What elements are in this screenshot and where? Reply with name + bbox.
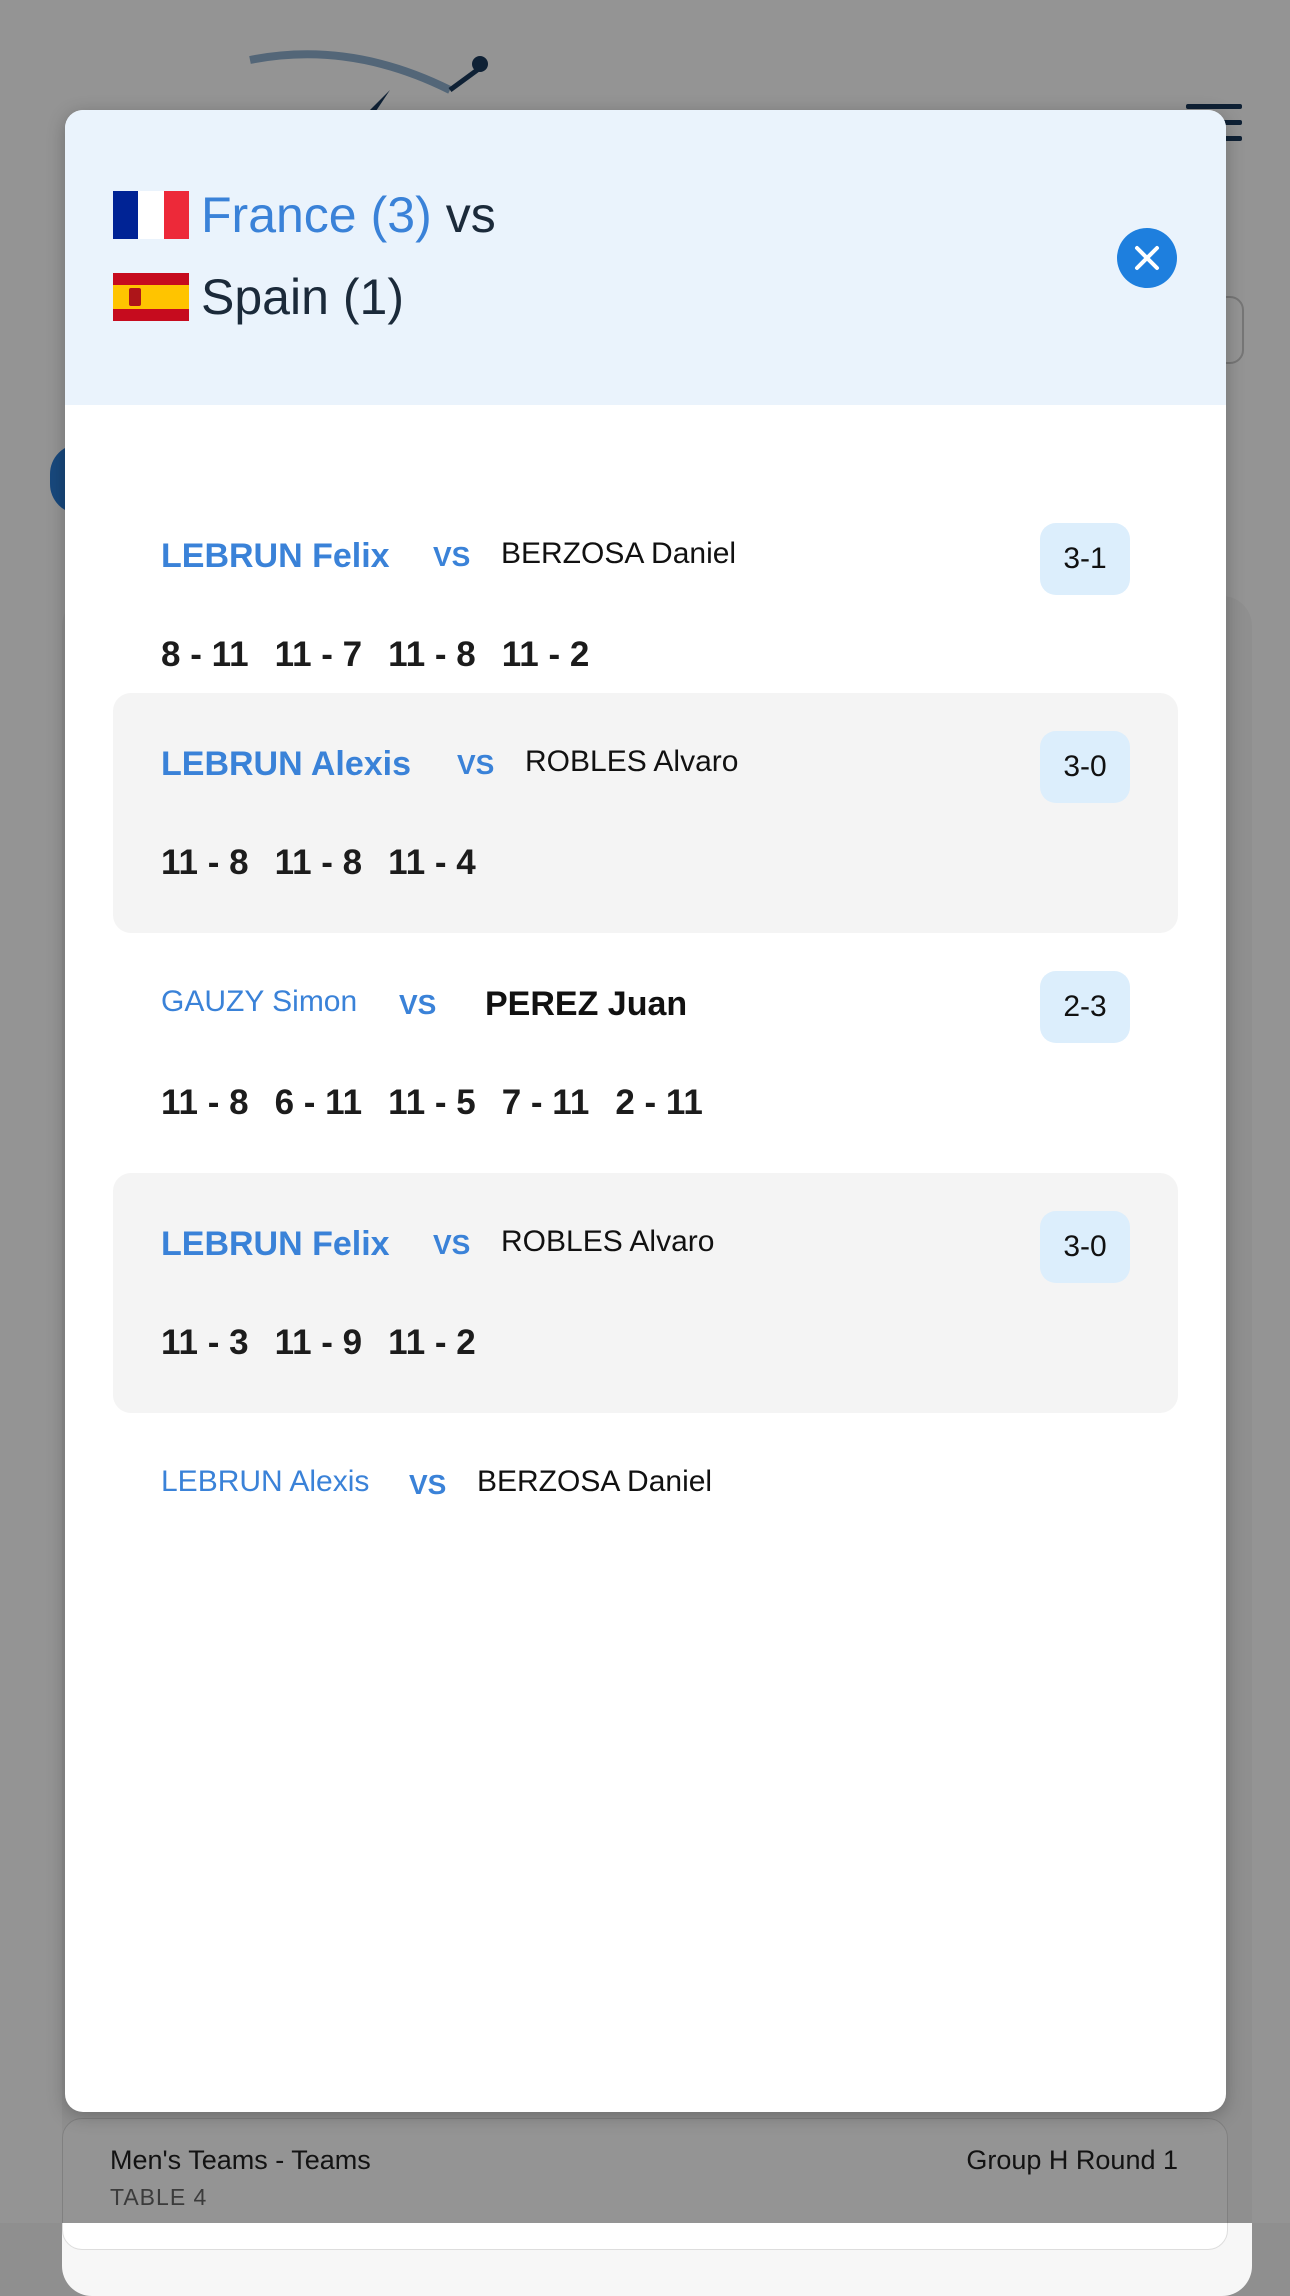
game-score: 11 - 7	[274, 635, 363, 674]
game-score: 11 - 2	[388, 1323, 476, 1362]
match-row[interactable]	[113, 485, 1178, 725]
game-score: 11 - 8	[388, 635, 476, 674]
close-icon	[1132, 243, 1162, 273]
game-score: 11 - 5	[388, 1083, 476, 1122]
game-scores	[161, 1083, 729, 1123]
vs-label: VS	[433, 541, 471, 572]
away-team-score: (1)	[342, 269, 404, 325]
player1-name[interactable]: LEBRUN Felix	[161, 1225, 390, 1263]
away-team-line	[113, 268, 404, 326]
vs-label: VS	[457, 749, 495, 780]
game-score: 11 - 3	[161, 1323, 249, 1362]
table-label: TABLE 4	[110, 2184, 208, 2210]
away-team-name[interactable]: Spain	[201, 269, 329, 325]
player2-name[interactable]: BERZOSA Daniel	[501, 537, 737, 570]
game-score: 11 - 8	[161, 1083, 249, 1122]
player1-name[interactable]: GAUZY Simon	[161, 985, 358, 1018]
match-row[interactable]	[113, 1413, 1178, 1653]
match-row[interactable]	[113, 933, 1178, 1173]
vs-label: VS	[399, 989, 437, 1020]
game-score: 11 - 8	[161, 843, 249, 882]
player1-name[interactable]: LEBRUN Alexis	[161, 745, 412, 783]
match-details-modal	[65, 110, 1226, 2112]
game-score: 11 - 2	[501, 635, 590, 674]
match-row[interactable]	[113, 1173, 1178, 1413]
round-label: Group H Round 1	[966, 2145, 1178, 2175]
home-team-name[interactable]: France	[201, 187, 357, 243]
close-button[interactable]	[1117, 228, 1177, 288]
header-vs-label: vs	[445, 187, 496, 243]
game-scores	[161, 635, 615, 675]
player1-name[interactable]: LEBRUN Felix	[161, 537, 390, 575]
game-score: 8 - 11	[161, 635, 249, 674]
match-result-badge: 3-1	[1040, 523, 1130, 595]
player2-name[interactable]: PEREZ Juan	[485, 985, 688, 1023]
match-result-badge: 3-0	[1040, 1211, 1130, 1283]
game-scores	[161, 1323, 502, 1363]
game-score: 11 - 4	[388, 843, 476, 882]
match-result-badge: 3-0	[1040, 731, 1130, 803]
game-score: 7 - 11	[501, 1083, 590, 1122]
player2-name[interactable]: BERZOSA Daniel	[477, 1465, 713, 1498]
home-team-score: (3)	[370, 187, 432, 243]
france-flag-icon	[113, 191, 189, 239]
game-scores	[161, 843, 502, 883]
game-score: 2 - 11	[615, 1083, 703, 1122]
modal-header	[65, 110, 1226, 405]
game-score: 11 - 8	[274, 843, 363, 882]
player1-name[interactable]: LEBRUN Alexis	[161, 1465, 370, 1498]
player2-name[interactable]: ROBLES Alvaro	[501, 1225, 715, 1258]
game-score: 6 - 11	[274, 1083, 363, 1122]
spain-flag-icon	[113, 273, 189, 321]
match-result-badge: 2-3	[1040, 971, 1130, 1043]
home-team-line	[113, 186, 496, 244]
player2-name[interactable]: ROBLES Alvaro	[525, 745, 739, 778]
vs-label: VS	[409, 1469, 447, 1500]
competition-label: Men's Teams - Teams	[110, 2145, 371, 2175]
vs-label: VS	[433, 1229, 471, 1260]
game-score: 11 - 9	[274, 1323, 363, 1362]
match-row[interactable]	[113, 693, 1178, 933]
